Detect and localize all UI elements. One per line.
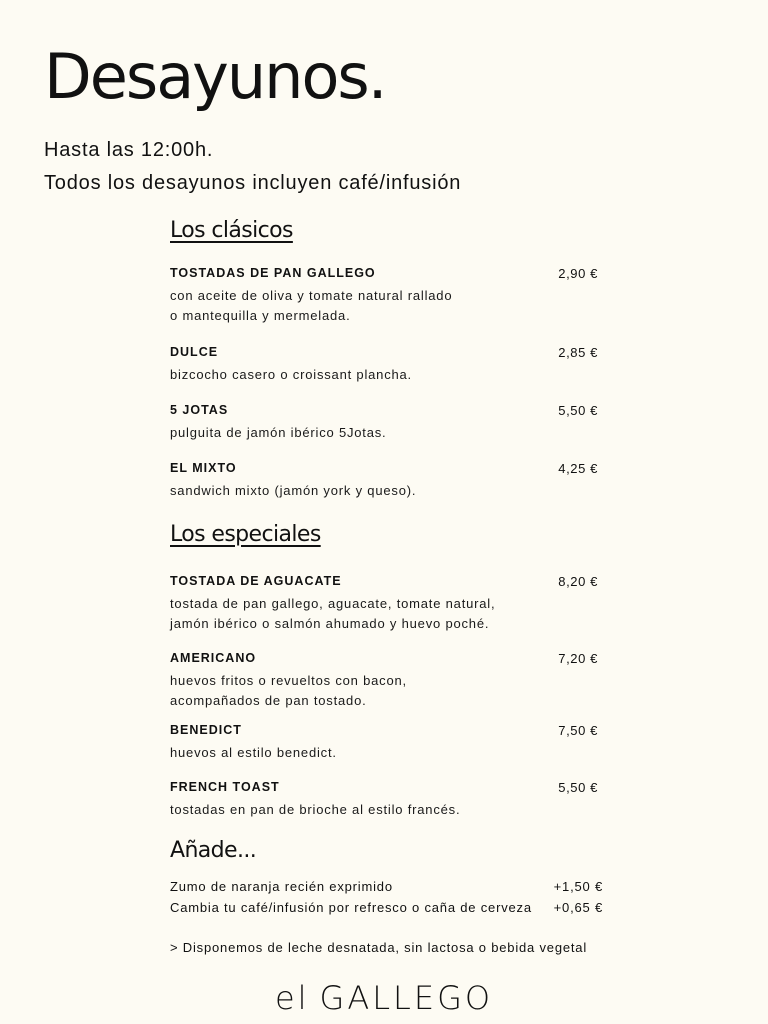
item-description-line: tostadas en pan de brioche al estilo francés. bbox=[170, 802, 461, 817]
item-price: 2,90 € bbox=[558, 266, 598, 281]
menu-item-5-jotas bbox=[170, 403, 600, 443]
item-price: 7,20 € bbox=[558, 651, 598, 666]
item-name: AMERICANO bbox=[170, 651, 257, 665]
item-price: 8,20 € bbox=[558, 574, 598, 589]
item-description bbox=[170, 481, 600, 501]
menu-item-dulce bbox=[170, 345, 600, 385]
item-description-line: huevos fritos o revueltos con bacon, bbox=[170, 673, 407, 688]
menu-item-americano bbox=[170, 651, 600, 711]
item-price: 7,50 € bbox=[558, 723, 598, 738]
item-name: 5 JOTAS bbox=[170, 403, 229, 417]
brand-name: GALLEGO bbox=[319, 979, 494, 1017]
item-description bbox=[170, 365, 600, 385]
extra-label: Zumo de naranja recién exprimido bbox=[170, 879, 393, 894]
page-title: Desayunos. bbox=[44, 40, 386, 113]
item-description bbox=[170, 594, 600, 634]
item-description-line: o mantequilla y mermelada. bbox=[170, 308, 351, 323]
section-heading-clasicos: Los clásicos bbox=[170, 218, 293, 243]
extra-item-zumo bbox=[170, 878, 603, 896]
item-description-line: con aceite de oliva y tomate natural rallado bbox=[170, 288, 453, 303]
item-description bbox=[170, 671, 600, 711]
menu-item-benedict bbox=[170, 723, 600, 763]
item-description-line: huevos al estilo benedict. bbox=[170, 745, 337, 760]
menu-item-el-mixto bbox=[170, 461, 600, 501]
item-description-line: sandwich mixto (jamón york y queso). bbox=[170, 483, 417, 498]
section-heading-especiales: Los especiales bbox=[170, 522, 321, 547]
extra-price: +0,65 € bbox=[553, 900, 603, 915]
item-name: BENEDICT bbox=[170, 723, 242, 737]
item-name: TOSTADA DE AGUACATE bbox=[170, 574, 342, 588]
section-heading-anade: Añade... bbox=[170, 838, 257, 863]
menu-item-tostada-aguacate bbox=[170, 574, 600, 634]
item-price: 5,50 € bbox=[558, 403, 598, 418]
item-price: 5,50 € bbox=[558, 780, 598, 795]
extra-label: Cambia tu café/infusión por refresco o caña de cerveza bbox=[170, 900, 532, 915]
opening-hours-text: Hasta las 12:00h. bbox=[44, 139, 214, 161]
milk-options-note: > Disponemos de leche desnatada, sin lactosa o bebida vegetal bbox=[170, 940, 588, 955]
brand-prefix: el bbox=[274, 979, 310, 1017]
coffee-included-text: Todos los desayunos incluyen café/infusión bbox=[44, 172, 462, 194]
item-description-line: tostada de pan gallego, aguacate, tomate natural, bbox=[170, 596, 496, 611]
item-description-line: jamón ibérico o salmón ahumado y huevo poché. bbox=[170, 616, 490, 631]
extra-item-refresco bbox=[170, 899, 603, 917]
item-description bbox=[170, 800, 600, 820]
item-price: 2,85 € bbox=[558, 345, 598, 360]
item-description-line: bizcocho casero o croissant plancha. bbox=[170, 367, 412, 382]
item-name: FRENCH TOAST bbox=[170, 780, 280, 794]
extra-price: +1,50 € bbox=[553, 879, 603, 894]
item-description bbox=[170, 743, 600, 763]
item-price: 4,25 € bbox=[558, 461, 598, 476]
brand-logo bbox=[0, 978, 768, 1018]
item-description-line: acompañados de pan tostado. bbox=[170, 693, 367, 708]
item-description bbox=[170, 423, 600, 443]
menu-item-french-toast bbox=[170, 780, 600, 820]
item-description bbox=[170, 286, 600, 326]
menu-item-tostadas-pan-gallego bbox=[170, 266, 600, 326]
item-name: EL MIXTO bbox=[170, 461, 237, 475]
item-name: DULCE bbox=[170, 345, 219, 359]
item-name: TOSTADAS DE PAN GALLEGO bbox=[170, 266, 376, 280]
item-description-line: pulguita de jamón ibérico 5Jotas. bbox=[170, 425, 387, 440]
